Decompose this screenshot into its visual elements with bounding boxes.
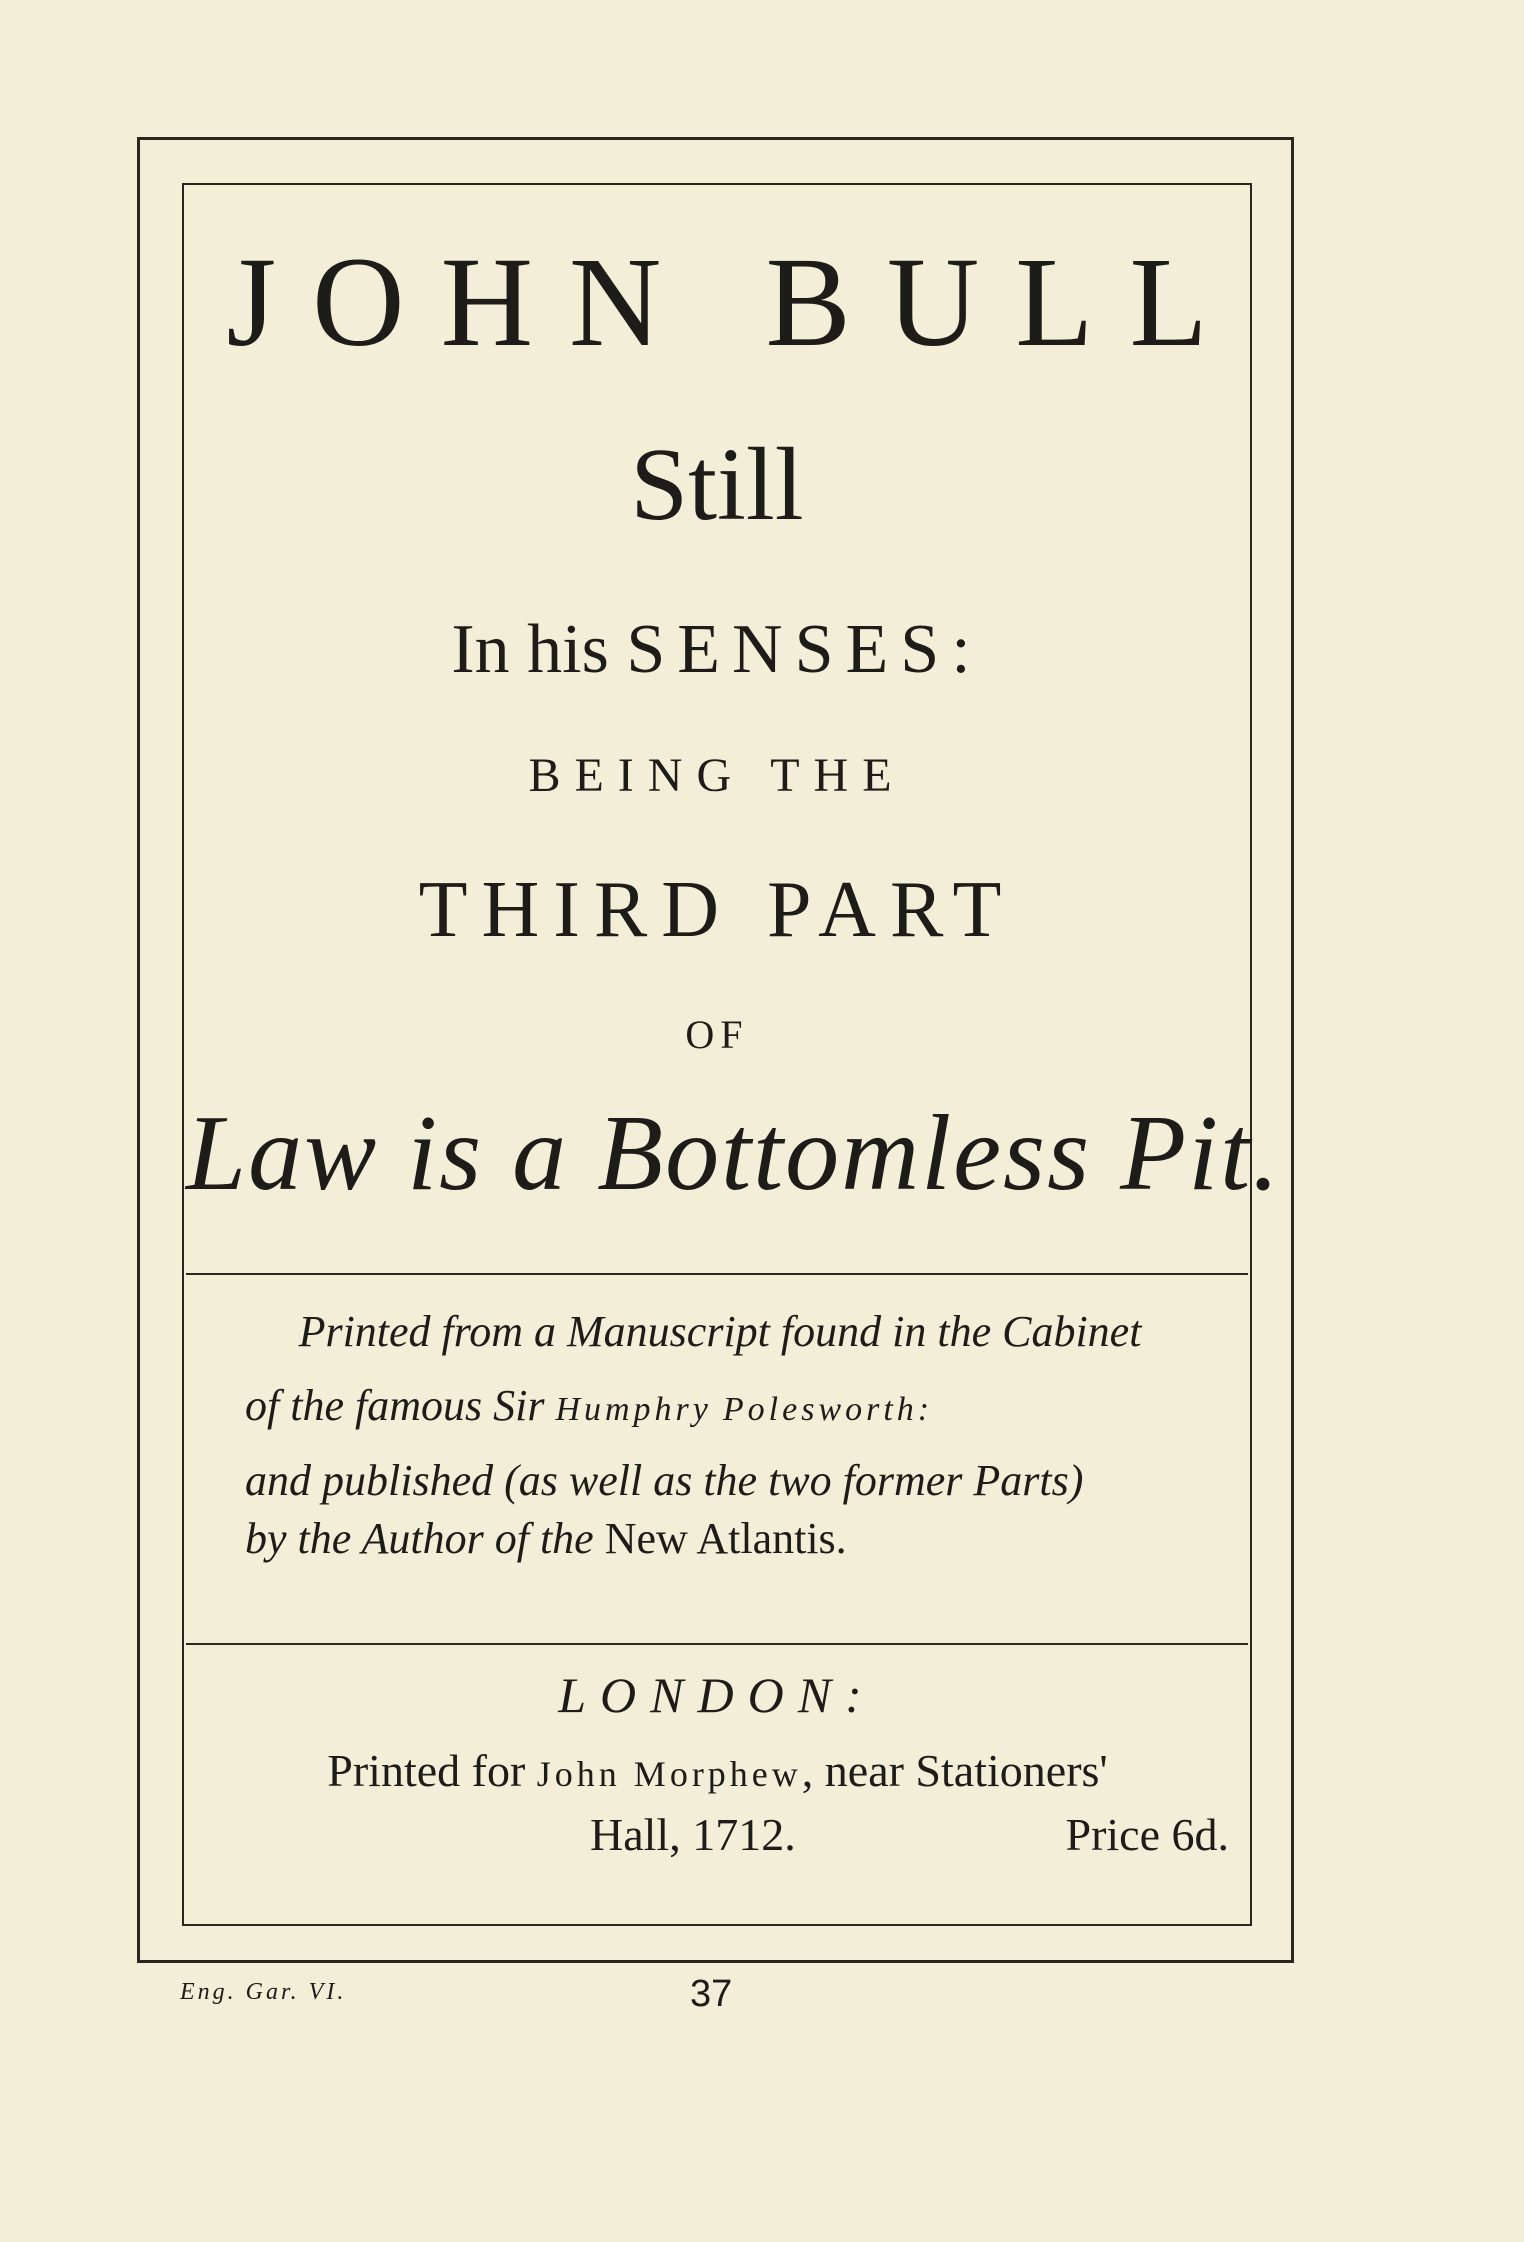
imprint-line-1: Printed from a Manuscript found in the Cabinet [298,1307,1142,1356]
divider-rule-2 [186,1643,1248,1645]
imprint-line-2 [245,1381,1275,1430]
imprint-line-3: and published (as well as the two former Parts) [245,1456,1084,1505]
divider-rule-1 [186,1273,1248,1275]
name-humphry: Humphry [555,1391,712,1428]
printer-location: , near Stationers' [801,1745,1108,1796]
hall-year: Hall, 1712. [590,1809,796,1860]
title-senses [186,611,1248,688]
printer-name: John Morphew [536,1754,802,1794]
printed-for-line [205,1745,1230,1796]
imprint-line-4 [245,1514,1275,1563]
price: Price 6d. [1065,1809,1229,1860]
name-polesworth: Polesworth: [722,1391,934,1428]
work-title: Law is a Bottomless Pit. [186,1094,1282,1213]
senses-caps: SENSES: [626,611,983,688]
printed-for: Printed for [327,1745,537,1796]
page-number: 37 [690,1973,733,2015]
main-title: JOHN BULL [226,231,1244,373]
imprint-line-4-text: by the Author of the [245,1514,605,1563]
imprint-line-2-text: of the famous Sir [245,1381,556,1430]
being-the: BEING THE [528,749,906,802]
signature-mark: Eng. Gar. VI. [180,1979,347,2005]
new-atlantis: New Atlantis. [604,1514,847,1563]
third-part: THIRD PART [418,866,1016,954]
title-still: Still [630,427,804,542]
of-text: OF [685,1012,749,1057]
imprint-city: LONDON: [558,1667,876,1723]
senses-prefix: In his [451,611,609,688]
